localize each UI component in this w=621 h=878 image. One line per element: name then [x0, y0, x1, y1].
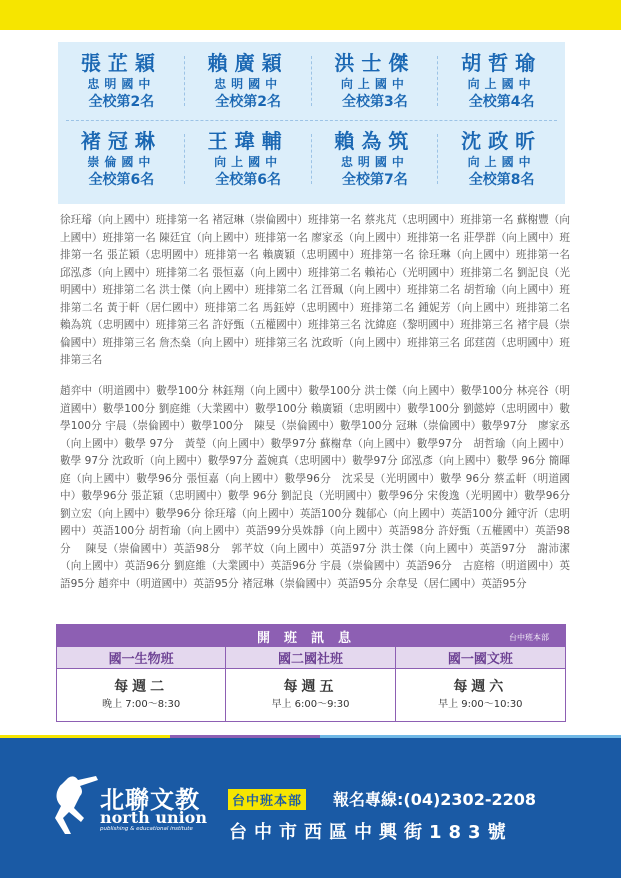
student-name: 胡哲瑜 — [461, 51, 543, 75]
rank-card — [58, 42, 185, 120]
school-name: 向上國中 — [214, 155, 283, 169]
class-name: 國一生物班 — [57, 647, 226, 669]
rank-label: 全校第4名 — [468, 94, 535, 110]
divider — [66, 120, 557, 121]
rank-card — [58, 120, 185, 198]
rank-card — [185, 42, 312, 120]
class-name: 國一國文班 — [396, 647, 565, 669]
rank-card — [438, 42, 565, 120]
school-name: 忠明國中 — [214, 77, 283, 91]
student-name: 張芷穎 — [80, 51, 162, 75]
rank-card — [312, 120, 439, 198]
student-name: 王瑋輔 — [207, 129, 289, 153]
rank-label: 全校第7名 — [342, 172, 408, 188]
school-name: 忠明國中 — [340, 155, 409, 169]
school-name: 向上國中 — [467, 77, 536, 91]
brand-name-cn: 北聯文教 — [100, 786, 200, 814]
rank-card — [438, 120, 565, 198]
rank-label: 全校第6名 — [88, 172, 155, 188]
brand-name-en: north union — [100, 808, 207, 827]
student-name: 賴廣穎 — [207, 51, 289, 75]
school-name: 向上國中 — [340, 77, 409, 91]
class-day: 每週二 — [114, 679, 169, 695]
student-name: 賴為筑 — [334, 129, 416, 153]
student-name: 褚冠琳 — [80, 129, 162, 153]
top-rank-panel — [58, 42, 565, 204]
top-yellow-bar — [0, 0, 621, 30]
rank-label: 全校第2名 — [215, 94, 281, 110]
address: 台中市西區中興街183號 — [229, 822, 513, 843]
rank-label: 全校第8名 — [468, 172, 535, 188]
class-name: 國二國社班 — [226, 647, 395, 669]
brand-subtitle: publishing & educational institute — [100, 826, 193, 832]
school-name: 忠明國中 — [87, 77, 156, 91]
class-time: 早上 6:00～9:30 — [271, 699, 350, 710]
class-time-cell — [226, 669, 395, 721]
schedule-header — [57, 625, 565, 647]
class-schedule-table — [56, 624, 566, 722]
student-name: 洪士傑 — [334, 51, 416, 75]
rank-label: 全校第3名 — [342, 94, 408, 110]
class-time: 晚上 7:00～8:30 — [102, 699, 181, 710]
class-rankings-text: 徐玨璿（向上國中）班排第一名 褚冠琳（崇倫國中）班排第一名 蔡兆芃（忠明國中）班排第一名 蘇榭豐（向上國中）班排第一名 陳廷宜（向上國中）班排第一名 廖家丞（向上國中）班排第一名 莊學群（向上國中）班排第一名 張芷穎（忠明國中）班排第一名 賴廣穎（忠明國中）班排第一名 徐玨琳（向上國中）班排第一名 邱泓彥（向上國中）班排第二名 張恒嘉（向上國中）班排第二名 賴祐心（光明國中）班排第二名 劉記良（光明國中）班排第二名 洪士傑（向上國中）班排第二名 江晉珮（向上國中）班排第二名 胡哲瑜（向上國中）班排第二名 黃于軒（居仁國中）班排第二名 馬鈺婷（忠明國中）班排第二名 鍾妮芳（向上國中）班排第二名 賴為筑（忠明國中）班排第三名 許妤甄（五權國中）班排第三名 沈緯庭（黎明國中）班排第三名 褚宇晨（崇倫國中）班排第三名 詹杰燊（向上國中）班排第三名 沈政昕（向上國中）班排第三名 邱莛茵（忠明國中）班排第三名 — [60, 214, 570, 366]
school-name: 崇倫國中 — [87, 155, 156, 169]
signup-phone: 報名專線:(04)2302-2208 — [333, 790, 536, 809]
rank-card — [312, 42, 439, 120]
class-day: 每週五 — [283, 679, 338, 695]
schedule-title: 開班訊息 — [256, 630, 365, 646]
rank-label: 全校第6名 — [215, 172, 281, 188]
rank-card — [185, 120, 312, 198]
rank-label: 全校第2名 — [88, 94, 155, 110]
class-time: 早上 9:00～10:30 — [438, 699, 523, 710]
class-time-cell — [396, 669, 565, 721]
student-name: 沈政昕 — [461, 129, 543, 153]
class-day: 每週六 — [453, 679, 508, 695]
subject-scores-text: 趙弈中（明道國中）數學100分 林鈺翔（向上國中）數學100分 洪士傑（向上國中）數學100分 林亮谷（明道國中）數學100分 劉庭維（大業國中）數學100分 賴廣穎（忠明國中）數學100分 劉懿婷（忠明國中）數學100分 宇晨（崇倫國中）數學100分 陳旻（崇倫國中）數學100分 冠琳（崇倫國中）數學97分 廖家丞（向上國中）數學 97分 黃瑩（向上國中）數學97分 蘇榭韋（向上國中）數學97分 胡哲瑜（向上國中）數學 97分 沈政昕（向上國中）數學97分 蓋婉真（忠明國中）數學97分 邱泓彥（向上國中）數學 96分 簡暉庭（向上國中）數學96分 張恒嘉（向上國中）數學96分 沈采旻（光明國中）數學 96分 蔡孟軒（明道國中）數學96分 張芷穎（忠明國中）數學 96分 劉記良（光明國中）數學96分 宋俊逸（光明國中）數學96分 劉立宏（向上國中）數學96分 徐玨璿（向上國中）英語100分 魏郁心（向上國中）英語100分 鍾守沂（忠明國中）英語100分 胡哲瑜（向上國中）英語99分吳姝靜（向上國中）英語98分 許妤甄（五權國中）英語98分 陳旻（崇倫國中）英語98分 郭芊妏（向上國中）英語97分 洪士傑（向上國中）英語97分 謝沛潔（向上國中）英語96分 劉庭維（大業國中）英語96分 宇晨（崇倫國中）英語96分 古庭榕（明道國中）英語95分 趙弈中（明道國中）英語95分 褚冠琳（崇倫國中）英語95分 余韋旻（居仁國中）英語95分 — [60, 385, 570, 590]
class-time-cell — [57, 669, 226, 721]
department-badge: 台中班本部 — [228, 789, 306, 810]
branch-label: 台中班本部 — [509, 633, 549, 642]
school-name: 向上國中 — [467, 155, 536, 169]
